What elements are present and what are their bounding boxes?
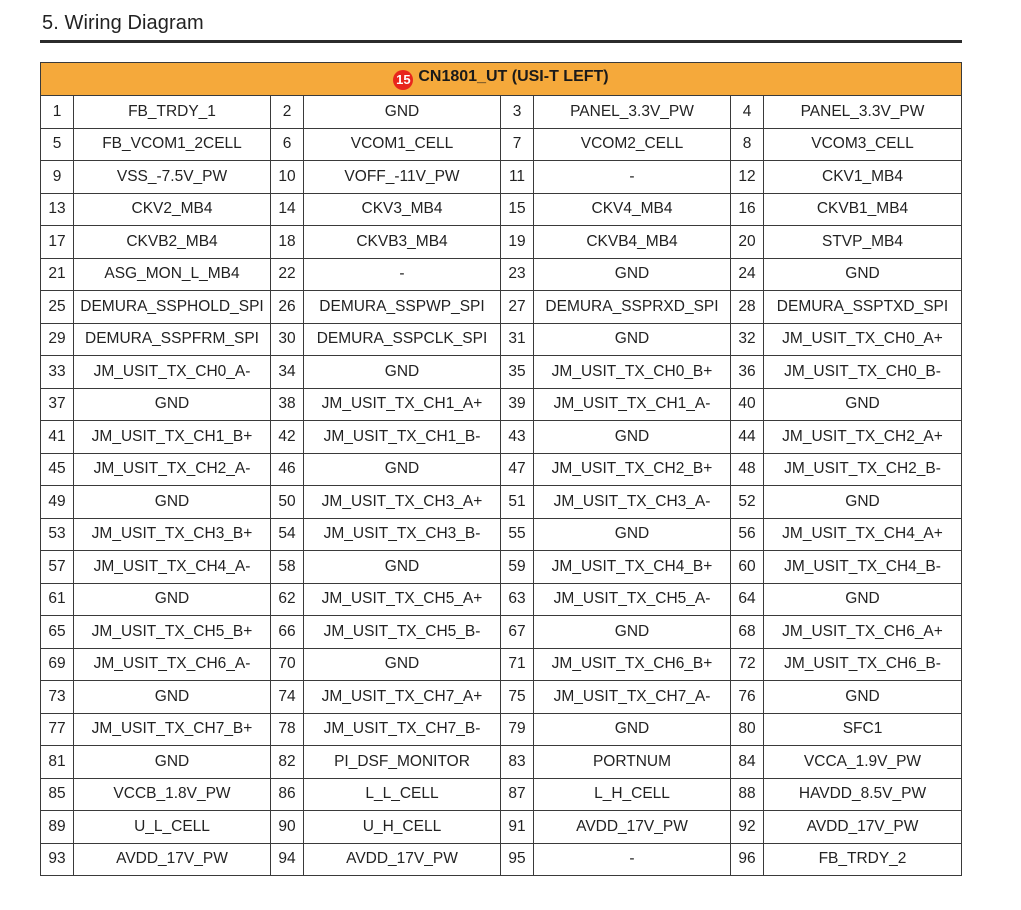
- pin-number: 38: [271, 388, 304, 421]
- pin-number: 67: [501, 616, 534, 649]
- table-row: [41, 811, 962, 844]
- table-row: [41, 128, 962, 161]
- table-row: [41, 583, 962, 616]
- signal-name: JM_USIT_TX_CH4_A+: [764, 518, 962, 551]
- pin-number: 95: [501, 843, 534, 876]
- table-row: [41, 356, 962, 389]
- signal-name: JM_USIT_TX_CH0_B-: [764, 356, 962, 389]
- pin-number: 79: [501, 713, 534, 746]
- signal-name: GND: [74, 746, 271, 779]
- pin-number: 37: [41, 388, 74, 421]
- table-row: [41, 323, 962, 356]
- signal-name: DEMURA_SSPWP_SPI: [304, 291, 501, 324]
- pin-number: 29: [41, 323, 74, 356]
- pin-number: 4: [731, 96, 764, 129]
- signal-name: -: [304, 258, 501, 291]
- pin-number: 70: [271, 648, 304, 681]
- signal-name: VCCA_1.9V_PW: [764, 746, 962, 779]
- pin-number: 17: [41, 226, 74, 259]
- signal-name: JM_USIT_TX_CH7_A-: [534, 681, 731, 714]
- pin-number: 52: [731, 486, 764, 519]
- signal-name: GND: [764, 583, 962, 616]
- pin-number: 60: [731, 551, 764, 584]
- pin-number: 86: [271, 778, 304, 811]
- table-row: [41, 551, 962, 584]
- signal-name: GND: [534, 616, 731, 649]
- signal-name: JM_USIT_TX_CH4_B-: [764, 551, 962, 584]
- table-row: [41, 746, 962, 779]
- signal-name: JM_USIT_TX_CH7_A+: [304, 681, 501, 714]
- pin-number: 3: [501, 96, 534, 129]
- table-row: [41, 843, 962, 876]
- signal-name: GND: [304, 551, 501, 584]
- signal-name: CKV3_MB4: [304, 193, 501, 226]
- pin-number: 75: [501, 681, 534, 714]
- pin-number: 68: [731, 616, 764, 649]
- pin-number: 74: [271, 681, 304, 714]
- pin-number: 7: [501, 128, 534, 161]
- signal-name: JM_USIT_TX_CH6_B+: [534, 648, 731, 681]
- signal-name: GND: [304, 356, 501, 389]
- signal-name: GND: [534, 258, 731, 291]
- signal-name: VCOM3_CELL: [764, 128, 962, 161]
- signal-name: CKVB2_MB4: [74, 226, 271, 259]
- table-row: [41, 648, 962, 681]
- signal-name: GND: [534, 713, 731, 746]
- signal-name: U_L_CELL: [74, 811, 271, 844]
- pin-number: 56: [731, 518, 764, 551]
- pin-number: 25: [41, 291, 74, 324]
- signal-name: VOFF_-11V_PW: [304, 161, 501, 194]
- table-row: [41, 616, 962, 649]
- pin-number: 49: [41, 486, 74, 519]
- signal-name: JM_USIT_TX_CH6_A-: [74, 648, 271, 681]
- pin-number: 55: [501, 518, 534, 551]
- pin-number: 47: [501, 453, 534, 486]
- signal-name: JM_USIT_TX_CH5_A+: [304, 583, 501, 616]
- pin-number: 50: [271, 486, 304, 519]
- signal-name: GND: [764, 388, 962, 421]
- pin-number: 66: [271, 616, 304, 649]
- table-row: [41, 96, 962, 129]
- table-row: [41, 291, 962, 324]
- table-row: [41, 193, 962, 226]
- pin-number: 20: [731, 226, 764, 259]
- signal-name: JM_USIT_TX_CH3_A+: [304, 486, 501, 519]
- signal-name: GND: [304, 648, 501, 681]
- pin-number: 42: [271, 421, 304, 454]
- pin-number: 8: [731, 128, 764, 161]
- signal-name: GND: [534, 518, 731, 551]
- pin-number: 9: [41, 161, 74, 194]
- table-row: [41, 258, 962, 291]
- pin-number: 45: [41, 453, 74, 486]
- signal-name: JM_USIT_TX_CH5_A-: [534, 583, 731, 616]
- signal-name: U_H_CELL: [304, 811, 501, 844]
- signal-name: JM_USIT_TX_CH0_B+: [534, 356, 731, 389]
- signal-name: JM_USIT_TX_CH1_B+: [74, 421, 271, 454]
- pin-table-body: [41, 96, 962, 876]
- pin-number: 2: [271, 96, 304, 129]
- title-rule: [40, 40, 962, 43]
- signal-name: -: [534, 161, 731, 194]
- signal-name: VCCB_1.8V_PW: [74, 778, 271, 811]
- signal-name: JM_USIT_TX_CH6_B-: [764, 648, 962, 681]
- signal-name: PANEL_3.3V_PW: [534, 96, 731, 129]
- signal-name: -: [534, 843, 731, 876]
- signal-name: VSS_-7.5V_PW: [74, 161, 271, 194]
- signal-name: JM_USIT_TX_CH4_B+: [534, 551, 731, 584]
- signal-name: GND: [304, 96, 501, 129]
- pin-number: 11: [501, 161, 534, 194]
- pin-number: 53: [41, 518, 74, 551]
- pin-number: 26: [271, 291, 304, 324]
- section-title: 5. Wiring Diagram: [42, 12, 204, 34]
- pin-number: 83: [501, 746, 534, 779]
- signal-name: JM_USIT_TX_CH0_A+: [764, 323, 962, 356]
- signal-name: DEMURA_SSPCLK_SPI: [304, 323, 501, 356]
- signal-name: JM_USIT_TX_CH5_B+: [74, 616, 271, 649]
- pin-number: 34: [271, 356, 304, 389]
- pin-number: 21: [41, 258, 74, 291]
- signal-name: JM_USIT_TX_CH2_A+: [764, 421, 962, 454]
- signal-name: FB_VCOM1_2CELL: [74, 128, 271, 161]
- pin-number: 69: [41, 648, 74, 681]
- signal-name: ASG_MON_L_MB4: [74, 258, 271, 291]
- signal-name: GND: [74, 388, 271, 421]
- pin-number: 84: [731, 746, 764, 779]
- pin-number: 87: [501, 778, 534, 811]
- pin-number: 57: [41, 551, 74, 584]
- signal-name: GND: [764, 681, 962, 714]
- signal-name: L_L_CELL: [304, 778, 501, 811]
- pin-number: 35: [501, 356, 534, 389]
- signal-name: JM_USIT_TX_CH4_A-: [74, 551, 271, 584]
- signal-name: JM_USIT_TX_CH1_B-: [304, 421, 501, 454]
- pin-number: 76: [731, 681, 764, 714]
- pin-number: 41: [41, 421, 74, 454]
- table-row: [41, 226, 962, 259]
- signal-name: JM_USIT_TX_CH7_B-: [304, 713, 501, 746]
- signal-name: AVDD_17V_PW: [764, 811, 962, 844]
- pin-number: 59: [501, 551, 534, 584]
- pin-number: 64: [731, 583, 764, 616]
- pin-number: 51: [501, 486, 534, 519]
- pin-number: 48: [731, 453, 764, 486]
- signal-name: JM_USIT_TX_CH7_B+: [74, 713, 271, 746]
- pin-number: 18: [271, 226, 304, 259]
- pin-number: 89: [41, 811, 74, 844]
- pin-table: [40, 62, 962, 876]
- pin-number: 93: [41, 843, 74, 876]
- signal-name: GND: [764, 486, 962, 519]
- signal-name: JM_USIT_TX_CH2_B+: [534, 453, 731, 486]
- signal-name: HAVDD_8.5V_PW: [764, 778, 962, 811]
- table-row: [41, 161, 962, 194]
- pin-number: 22: [271, 258, 304, 291]
- table-row: [41, 681, 962, 714]
- connector-title: CN1801_UT (USI-T LEFT): [418, 68, 609, 85]
- table-row: [41, 453, 962, 486]
- signal-name: DEMURA_SSPHOLD_SPI: [74, 291, 271, 324]
- pin-number: 62: [271, 583, 304, 616]
- signal-name: JM_USIT_TX_CH2_A-: [74, 453, 271, 486]
- pin-number: 85: [41, 778, 74, 811]
- signal-name: L_H_CELL: [534, 778, 731, 811]
- pin-number: 33: [41, 356, 74, 389]
- pin-number: 39: [501, 388, 534, 421]
- connector-header: [41, 63, 962, 96]
- signal-name: JM_USIT_TX_CH3_A-: [534, 486, 731, 519]
- pin-number: 31: [501, 323, 534, 356]
- pin-number: 78: [271, 713, 304, 746]
- pin-number: 6: [271, 128, 304, 161]
- pin-number: 73: [41, 681, 74, 714]
- signal-name: PANEL_3.3V_PW: [764, 96, 962, 129]
- signal-name: JM_USIT_TX_CH0_A-: [74, 356, 271, 389]
- pin-number: 96: [731, 843, 764, 876]
- signal-name: STVP_MB4: [764, 226, 962, 259]
- signal-name: JM_USIT_TX_CH1_A+: [304, 388, 501, 421]
- pin-number: 92: [731, 811, 764, 844]
- table-row: [41, 713, 962, 746]
- signal-name: CKV4_MB4: [534, 193, 731, 226]
- signal-name: AVDD_17V_PW: [534, 811, 731, 844]
- pin-number: 14: [271, 193, 304, 226]
- signal-name: GND: [534, 421, 731, 454]
- pin-number: 44: [731, 421, 764, 454]
- pin-number: 46: [271, 453, 304, 486]
- pin-number: 23: [501, 258, 534, 291]
- signal-name: DEMURA_SSPFRM_SPI: [74, 323, 271, 356]
- table-row: [41, 421, 962, 454]
- pin-number: 5: [41, 128, 74, 161]
- signal-name: SFC1: [764, 713, 962, 746]
- signal-name: GND: [304, 453, 501, 486]
- table-row: [41, 388, 962, 421]
- pin-number: 30: [271, 323, 304, 356]
- pin-number: 77: [41, 713, 74, 746]
- pin-number: 10: [271, 161, 304, 194]
- pin-number: 81: [41, 746, 74, 779]
- pin-number: 94: [271, 843, 304, 876]
- pin-number: 12: [731, 161, 764, 194]
- signal-name: JM_USIT_TX_CH1_A-: [534, 388, 731, 421]
- signal-name: DEMURA_SSPRXD_SPI: [534, 291, 731, 324]
- signal-name: GND: [74, 583, 271, 616]
- signal-name: GND: [764, 258, 962, 291]
- signal-name: PORTNUM: [534, 746, 731, 779]
- signal-name: CKVB1_MB4: [764, 193, 962, 226]
- connector-badge: 15: [393, 70, 413, 90]
- signal-name: CKVB4_MB4: [534, 226, 731, 259]
- pin-number: 91: [501, 811, 534, 844]
- pin-number: 15: [501, 193, 534, 226]
- table-row: [41, 486, 962, 519]
- pin-number: 24: [731, 258, 764, 291]
- pin-number: 40: [731, 388, 764, 421]
- signal-name: GND: [534, 323, 731, 356]
- pin-number: 72: [731, 648, 764, 681]
- signal-name: CKVB3_MB4: [304, 226, 501, 259]
- pin-number: 54: [271, 518, 304, 551]
- pin-number: 27: [501, 291, 534, 324]
- signal-name: GND: [74, 681, 271, 714]
- pin-number: 13: [41, 193, 74, 226]
- signal-name: DEMURA_SSPTXD_SPI: [764, 291, 962, 324]
- signal-name: FB_TRDY_1: [74, 96, 271, 129]
- signal-name: JM_USIT_TX_CH2_B-: [764, 453, 962, 486]
- pin-number: 43: [501, 421, 534, 454]
- signal-name: JM_USIT_TX_CH5_B-: [304, 616, 501, 649]
- pin-number: 1: [41, 96, 74, 129]
- signal-name: JM_USIT_TX_CH3_B-: [304, 518, 501, 551]
- table-row: [41, 518, 962, 551]
- signal-name: VCOM1_CELL: [304, 128, 501, 161]
- signal-name: CKV1_MB4: [764, 161, 962, 194]
- pin-number: 82: [271, 746, 304, 779]
- signal-name: JM_USIT_TX_CH3_B+: [74, 518, 271, 551]
- pin-number: 28: [731, 291, 764, 324]
- signal-name: FB_TRDY_2: [764, 843, 962, 876]
- pin-number: 32: [731, 323, 764, 356]
- pin-number: 80: [731, 713, 764, 746]
- pin-number: 61: [41, 583, 74, 616]
- pin-number: 90: [271, 811, 304, 844]
- pin-number: 58: [271, 551, 304, 584]
- signal-name: PI_DSF_MONITOR: [304, 746, 501, 779]
- signal-name: JM_USIT_TX_CH6_A+: [764, 616, 962, 649]
- signal-name: VCOM2_CELL: [534, 128, 731, 161]
- signal-name: CKV2_MB4: [74, 193, 271, 226]
- pin-number: 65: [41, 616, 74, 649]
- signal-name: GND: [74, 486, 271, 519]
- pin-number: 88: [731, 778, 764, 811]
- signal-name: AVDD_17V_PW: [304, 843, 501, 876]
- signal-name: AVDD_17V_PW: [74, 843, 271, 876]
- pin-number: 63: [501, 583, 534, 616]
- pin-number: 16: [731, 193, 764, 226]
- pin-number: 71: [501, 648, 534, 681]
- table-row: [41, 778, 962, 811]
- pin-number: 36: [731, 356, 764, 389]
- pin-number: 19: [501, 226, 534, 259]
